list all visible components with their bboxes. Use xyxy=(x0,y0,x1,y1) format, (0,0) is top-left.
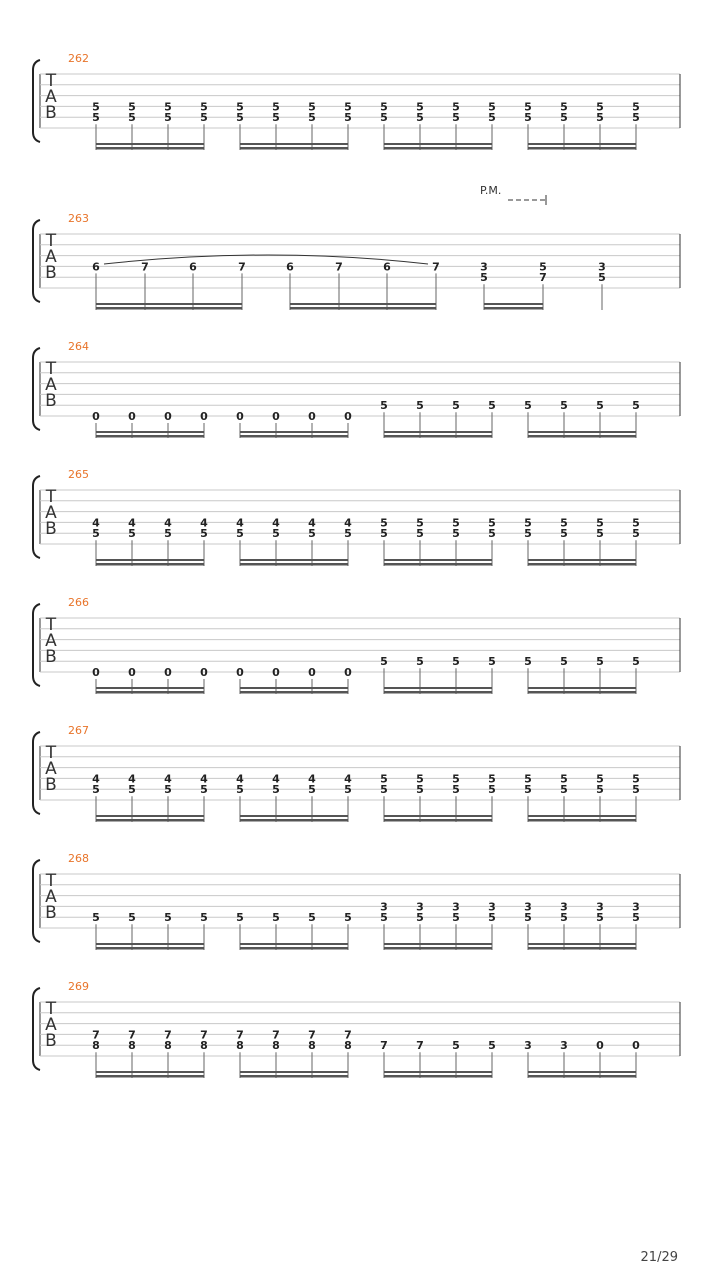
tab-clef-letter: A xyxy=(45,503,57,523)
fret-number: 7 xyxy=(344,1028,352,1042)
fret-number: 5 xyxy=(539,260,547,274)
fret-number: 5 xyxy=(452,399,460,413)
beam xyxy=(484,307,543,310)
beam xyxy=(96,147,204,150)
fret-number: 3 xyxy=(598,260,606,274)
beam xyxy=(96,431,204,433)
tab-clef-letter: B xyxy=(45,775,57,795)
fret-number: 5 xyxy=(236,100,244,114)
fret-number: 7 xyxy=(236,1028,244,1042)
fret-number: 5 xyxy=(632,516,640,530)
fret-number: 0 xyxy=(272,666,280,679)
fret-number: 5 xyxy=(596,911,604,925)
fret-number: 5 xyxy=(488,655,496,669)
fret-number: 3 xyxy=(480,260,488,274)
fret-number: 5 xyxy=(416,655,424,669)
tab-clef-letter: A xyxy=(45,887,57,907)
fret-number: 5 xyxy=(524,527,532,541)
fret-number: 5 xyxy=(344,100,352,114)
fret-number: 8 xyxy=(200,1039,208,1053)
fret-number: 4 xyxy=(164,516,172,530)
fret-number: 5 xyxy=(524,516,532,530)
beam xyxy=(240,687,348,689)
beam xyxy=(528,1071,636,1073)
fret-number: 4 xyxy=(344,772,352,786)
beam xyxy=(240,947,348,950)
fret-number: 5 xyxy=(164,111,172,125)
fret-number: 5 xyxy=(308,527,316,541)
fret-number: 3 xyxy=(452,900,460,914)
fret-number: 7 xyxy=(416,1039,424,1053)
fret-number: 4 xyxy=(308,516,316,530)
fret-number: 4 xyxy=(92,772,100,786)
fret-number: 5 xyxy=(452,516,460,530)
fret-number: 7 xyxy=(432,260,440,274)
fret-number: 5 xyxy=(488,100,496,114)
tab-clef-letter: B xyxy=(45,1031,57,1051)
fret-number: 5 xyxy=(524,772,532,786)
beam xyxy=(384,559,492,561)
beam xyxy=(96,1075,204,1078)
fret-number: 0 xyxy=(236,666,244,679)
fret-number: 5 xyxy=(480,271,488,285)
fret-number: 5 xyxy=(128,100,136,114)
tab-clef-letter: T xyxy=(45,615,57,635)
tab-clef-letter: T xyxy=(45,487,57,507)
fret-number: 5 xyxy=(128,111,136,125)
measure-number: 265 xyxy=(68,468,89,481)
fret-number: 5 xyxy=(380,399,388,413)
fret-number: 5 xyxy=(596,783,604,797)
tab-clef-letter: T xyxy=(45,71,57,91)
tab-clef-letter: B xyxy=(45,519,57,539)
fret-number: 5 xyxy=(596,527,604,541)
beam xyxy=(240,819,348,822)
fret-number: 5 xyxy=(308,911,316,925)
fret-number: 4 xyxy=(200,516,208,530)
fret-number: 5 xyxy=(560,527,568,541)
beam xyxy=(240,563,348,566)
fret-number: 4 xyxy=(128,516,136,530)
beam xyxy=(528,143,636,145)
beam xyxy=(240,1075,348,1078)
beam xyxy=(240,1071,348,1073)
fret-number: 5 xyxy=(596,399,604,413)
fret-number: 3 xyxy=(524,1039,532,1053)
fret-number: 5 xyxy=(236,911,244,925)
fret-number: 5 xyxy=(164,527,172,541)
beam xyxy=(528,559,636,561)
fret-number: 0 xyxy=(92,666,100,679)
fret-number: 5 xyxy=(380,655,388,669)
fret-number: 5 xyxy=(164,911,172,925)
fret-number: 5 xyxy=(524,911,532,925)
fret-number: 5 xyxy=(488,516,496,530)
fret-number: 5 xyxy=(272,111,280,125)
tab-clef-letter: A xyxy=(45,1015,57,1035)
fret-number: 4 xyxy=(236,772,244,786)
fret-number: 8 xyxy=(92,1039,100,1053)
fret-number: 5 xyxy=(524,111,532,125)
fret-number: 0 xyxy=(236,410,244,423)
fret-number: 5 xyxy=(632,111,640,125)
fret-number: 5 xyxy=(560,783,568,797)
fret-number: 5 xyxy=(524,783,532,797)
beam xyxy=(384,563,492,566)
fret-number: 3 xyxy=(380,900,388,914)
fret-number: 5 xyxy=(416,100,424,114)
beam xyxy=(240,147,348,150)
fret-number: 0 xyxy=(344,666,352,679)
beam xyxy=(96,943,204,945)
fret-number: 5 xyxy=(488,1039,496,1053)
fret-number: 7 xyxy=(380,1039,388,1053)
fret-number: 3 xyxy=(488,900,496,914)
fret-number: 5 xyxy=(200,527,208,541)
fret-number: 5 xyxy=(488,399,496,413)
tab-clef-letter: A xyxy=(45,87,57,107)
beam xyxy=(96,687,204,689)
fret-number: 0 xyxy=(200,410,208,423)
fret-number: 5 xyxy=(380,911,388,925)
fret-number: 5 xyxy=(200,783,208,797)
fret-number: 4 xyxy=(236,516,244,530)
fret-number: 0 xyxy=(128,410,136,423)
fret-number: 0 xyxy=(200,666,208,679)
fret-number: 6 xyxy=(189,260,197,274)
beam xyxy=(240,143,348,145)
fret-number: 5 xyxy=(92,783,100,797)
fret-number: 5 xyxy=(452,1039,460,1053)
beam xyxy=(384,143,492,145)
fret-number: 5 xyxy=(380,516,388,530)
fret-number: 5 xyxy=(632,527,640,541)
system-bracket xyxy=(33,988,40,1070)
fret-number: 5 xyxy=(92,911,100,925)
measure-number: 266 xyxy=(68,596,89,609)
beam xyxy=(384,1071,492,1073)
fret-number: 7 xyxy=(92,1028,100,1042)
fret-number: 5 xyxy=(128,911,136,925)
fret-number: 5 xyxy=(236,111,244,125)
fret-number: 5 xyxy=(452,772,460,786)
fret-number: 7 xyxy=(141,260,149,274)
fret-number: 0 xyxy=(308,410,316,423)
fret-number: 8 xyxy=(236,1039,244,1053)
beam xyxy=(484,303,543,305)
fret-number: 3 xyxy=(596,900,604,914)
fret-number: 5 xyxy=(632,100,640,114)
fret-number: 8 xyxy=(164,1039,172,1053)
fret-number: 7 xyxy=(200,1028,208,1042)
beam xyxy=(528,147,636,150)
tab-clef-letter: B xyxy=(45,903,57,923)
fret-number: 8 xyxy=(272,1039,280,1053)
fret-number: 5 xyxy=(632,655,640,669)
fret-number: 5 xyxy=(92,111,100,125)
tab-clef-letter: A xyxy=(45,247,57,267)
fret-number: 5 xyxy=(416,911,424,925)
system-bracket xyxy=(33,476,40,558)
fret-number: 5 xyxy=(164,100,172,114)
beam xyxy=(528,431,636,433)
fret-number: 5 xyxy=(488,911,496,925)
measure-number: 267 xyxy=(68,724,89,737)
fret-number: 7 xyxy=(128,1028,136,1042)
fret-number: 5 xyxy=(344,783,352,797)
fret-number: 5 xyxy=(488,527,496,541)
tab-clef-letter: A xyxy=(45,375,57,395)
fret-number: 5 xyxy=(524,655,532,669)
fret-number: 0 xyxy=(308,666,316,679)
fret-number: 5 xyxy=(596,655,604,669)
fret-number: 3 xyxy=(632,900,640,914)
fret-number: 0 xyxy=(92,410,100,423)
beam xyxy=(96,1071,204,1073)
fret-number: 5 xyxy=(272,100,280,114)
measure-number: 269 xyxy=(68,980,89,993)
beam xyxy=(240,943,348,945)
beam xyxy=(96,819,204,822)
tab-clef-letter: T xyxy=(45,743,57,763)
beam xyxy=(384,943,492,945)
fret-number: 5 xyxy=(344,911,352,925)
measure-number: 268 xyxy=(68,852,89,865)
beam xyxy=(384,687,492,689)
fret-number: 7 xyxy=(238,260,246,274)
fret-number: 5 xyxy=(236,783,244,797)
fret-number: 5 xyxy=(416,516,424,530)
fret-number: 5 xyxy=(272,911,280,925)
fret-number: 4 xyxy=(272,772,280,786)
fret-number: 5 xyxy=(560,911,568,925)
beam xyxy=(96,947,204,950)
fret-number: 4 xyxy=(128,772,136,786)
fret-number: 5 xyxy=(452,783,460,797)
fret-number: 3 xyxy=(560,900,568,914)
measure-number: 262 xyxy=(68,52,89,65)
fret-number: 5 xyxy=(452,911,460,925)
beam xyxy=(96,143,204,145)
system-bracket xyxy=(33,732,40,814)
fret-number: 5 xyxy=(560,516,568,530)
measure-number: 264 xyxy=(68,340,89,353)
fret-number: 5 xyxy=(128,527,136,541)
fret-number: 5 xyxy=(92,527,100,541)
fret-number: 0 xyxy=(272,410,280,423)
fret-number: 4 xyxy=(164,772,172,786)
fret-number: 5 xyxy=(128,783,136,797)
beam xyxy=(384,691,492,694)
fret-number: 4 xyxy=(92,516,100,530)
fret-number: 5 xyxy=(596,111,604,125)
fret-number: 0 xyxy=(632,1039,640,1053)
beam xyxy=(528,435,636,438)
fret-number: 8 xyxy=(128,1039,136,1053)
fret-number: 5 xyxy=(598,271,606,285)
fret-number: 4 xyxy=(200,772,208,786)
fret-number: 5 xyxy=(416,527,424,541)
fret-number: 5 xyxy=(272,527,280,541)
beam xyxy=(96,563,204,566)
palm-mute-label: P.M. xyxy=(480,184,502,197)
fret-number: 5 xyxy=(488,772,496,786)
beam xyxy=(528,815,636,817)
fret-number: 4 xyxy=(308,772,316,786)
beam xyxy=(528,691,636,694)
fret-number: 5 xyxy=(344,111,352,125)
beam xyxy=(240,691,348,694)
fret-number: 5 xyxy=(380,111,388,125)
tab-clef-letter: A xyxy=(45,759,57,779)
tab-clef-letter: T xyxy=(45,359,57,379)
fret-number: 5 xyxy=(632,772,640,786)
fret-number: 8 xyxy=(344,1039,352,1053)
beam xyxy=(528,947,636,950)
tab-clef-letter: A xyxy=(45,631,57,651)
fret-number: 3 xyxy=(524,900,532,914)
beam xyxy=(96,815,204,817)
fret-number: 5 xyxy=(560,399,568,413)
fret-number: 0 xyxy=(164,666,172,679)
beam xyxy=(240,435,348,438)
fret-number: 6 xyxy=(383,260,391,274)
system-bracket xyxy=(33,860,40,942)
fret-number: 5 xyxy=(200,911,208,925)
beam xyxy=(528,1075,636,1078)
fret-number: 5 xyxy=(560,100,568,114)
beam xyxy=(290,303,436,305)
tab-clef-letter: B xyxy=(45,391,57,411)
fret-number: 4 xyxy=(344,516,352,530)
beam xyxy=(96,435,204,438)
fret-number: 5 xyxy=(488,783,496,797)
fret-number: 5 xyxy=(416,772,424,786)
system-bracket xyxy=(33,60,40,142)
measure-number: 263 xyxy=(68,212,89,225)
fret-number: 5 xyxy=(380,527,388,541)
fret-number: 5 xyxy=(92,100,100,114)
beam xyxy=(528,943,636,945)
fret-number: 5 xyxy=(632,399,640,413)
fret-number: 5 xyxy=(596,100,604,114)
fret-number: 5 xyxy=(380,772,388,786)
fret-number: 6 xyxy=(286,260,294,274)
tab-clef-letter: B xyxy=(45,647,57,667)
fret-number: 5 xyxy=(380,783,388,797)
fret-number: 6 xyxy=(92,260,100,274)
fret-number: 0 xyxy=(344,410,352,423)
fret-number: 5 xyxy=(452,527,460,541)
beam xyxy=(240,815,348,817)
beam xyxy=(290,307,436,310)
beam xyxy=(384,815,492,817)
fret-number: 5 xyxy=(308,100,316,114)
fret-number: 3 xyxy=(416,900,424,914)
fret-number: 5 xyxy=(452,655,460,669)
system-bracket xyxy=(33,604,40,686)
fret-number: 5 xyxy=(416,111,424,125)
beam xyxy=(96,303,242,305)
tab-clef-letter: B xyxy=(45,263,57,283)
fret-number: 5 xyxy=(164,783,172,797)
beam xyxy=(384,431,492,433)
fret-number: 5 xyxy=(632,911,640,925)
fret-number: 5 xyxy=(632,783,640,797)
fret-number: 5 xyxy=(380,100,388,114)
fret-number: 7 xyxy=(272,1028,280,1042)
fret-number: 5 xyxy=(488,111,496,125)
fret-number: 5 xyxy=(272,783,280,797)
beam xyxy=(96,559,204,561)
fret-number: 0 xyxy=(164,410,172,423)
fret-number: 4 xyxy=(272,516,280,530)
fret-number: 5 xyxy=(452,100,460,114)
fret-number: 5 xyxy=(308,111,316,125)
tab-clef-letter: T xyxy=(45,231,57,251)
fret-number: 5 xyxy=(560,111,568,125)
beam xyxy=(528,687,636,689)
system-bracket xyxy=(33,348,40,430)
fret-number: 5 xyxy=(560,655,568,669)
tab-clef-letter: T xyxy=(45,999,57,1019)
beam xyxy=(96,307,242,310)
beam xyxy=(384,147,492,150)
fret-number: 8 xyxy=(308,1039,316,1053)
beam xyxy=(528,819,636,822)
fret-number: 5 xyxy=(560,772,568,786)
beam xyxy=(384,947,492,950)
fret-number: 5 xyxy=(344,527,352,541)
system-bracket xyxy=(33,220,40,302)
fret-number: 5 xyxy=(416,399,424,413)
fret-number: 5 xyxy=(596,772,604,786)
fret-number: 5 xyxy=(524,399,532,413)
fret-number: 5 xyxy=(200,111,208,125)
fret-number: 5 xyxy=(416,783,424,797)
beam xyxy=(240,431,348,433)
slur xyxy=(104,255,428,264)
fret-number: 7 xyxy=(539,271,547,285)
tab-clef-letter: T xyxy=(45,871,57,891)
fret-number: 0 xyxy=(128,666,136,679)
fret-number: 0 xyxy=(596,1039,604,1053)
beam xyxy=(528,563,636,566)
fret-number: 5 xyxy=(452,111,460,125)
beam xyxy=(384,435,492,438)
beam xyxy=(240,559,348,561)
beam xyxy=(384,1075,492,1078)
tab-clef-letter: B xyxy=(45,103,57,123)
page-number: 21/29 xyxy=(640,1250,678,1265)
fret-number: 7 xyxy=(164,1028,172,1042)
beam xyxy=(384,819,492,822)
fret-number: 7 xyxy=(335,260,343,274)
fret-number: 5 xyxy=(236,527,244,541)
fret-number: 3 xyxy=(560,1039,568,1053)
fret-number: 5 xyxy=(308,783,316,797)
fret-number: 5 xyxy=(596,516,604,530)
fret-number: 5 xyxy=(200,100,208,114)
fret-number: 7 xyxy=(308,1028,316,1042)
beam xyxy=(96,691,204,694)
fret-number: 5 xyxy=(524,100,532,114)
